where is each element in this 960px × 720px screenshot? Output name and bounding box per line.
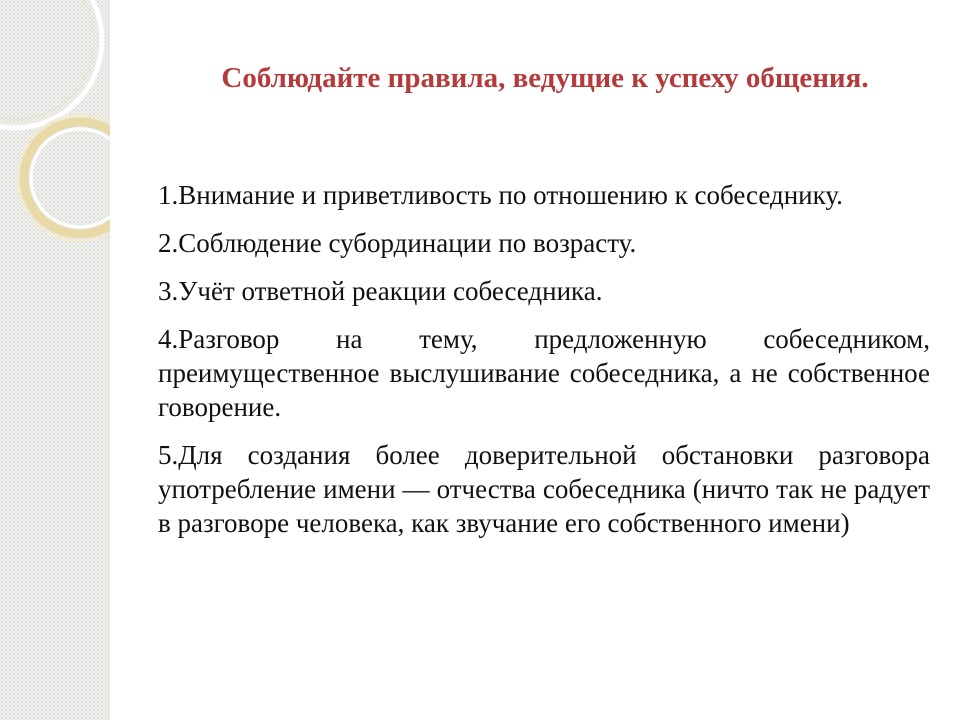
rule-item-4: 4.Разговор на тему, предложенную собеседником, преимущественное выслушивание собеседника, а не собственное говорение. bbox=[158, 324, 930, 422]
rule-item-2: 2.Соблюдение субординации по возрасту. bbox=[158, 228, 637, 258]
decorative-rings-icon bbox=[0, 0, 110, 260]
rule-item-3: 3.Учёт ответной реакции собеседника. bbox=[158, 276, 603, 306]
slide-title: Соблюдайте правила, ведущие к успеху общения. bbox=[221, 62, 869, 94]
rule-item-5: 5.Для создания более доверительной обстановки разговора употребление имени — отчества собеседника (ничто так не радует в разговоре человека, как звучание его собственного имени) bbox=[158, 440, 930, 538]
rule-item-1: 1.Внимание и приветливость по отношению к собеседнику. bbox=[158, 180, 843, 210]
rules-list bbox=[158, 178, 930, 554]
